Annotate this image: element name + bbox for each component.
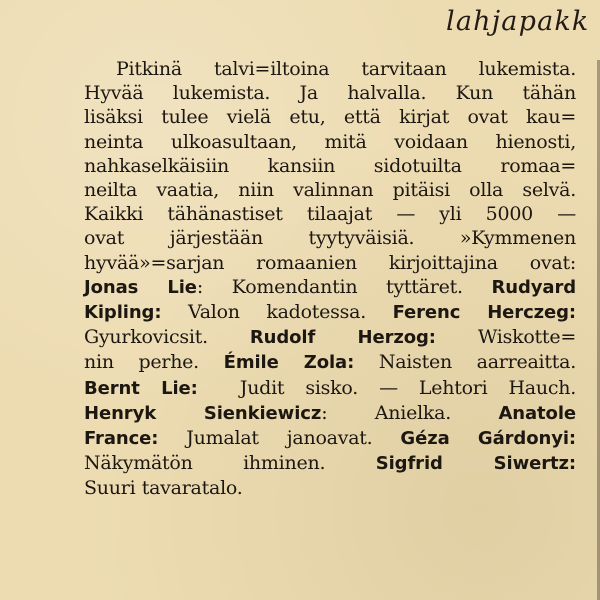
author-name: Kipling:	[84, 302, 162, 324]
book-title: Jumalat janoavat.	[158, 427, 373, 450]
text-line: hyvää»=sarjan romaanien kirjoittajina ovat:	[84, 251, 576, 274]
text-line: neilta vaatia, niin valinnan pitäisi olla selvä.	[84, 179, 576, 202]
author-line	[84, 350, 576, 375]
book-title: Gyurkovicsit.	[84, 326, 208, 349]
author-line	[84, 426, 576, 451]
author-name: Anatole	[498, 402, 576, 424]
book-title: Naisten aarreaitta.	[354, 351, 576, 374]
author-line	[84, 300, 576, 325]
text-line: nahkaselkäisiin kansiin sidotuilta romaa=	[84, 154, 576, 177]
article-body	[84, 57, 576, 501]
author-line	[84, 376, 576, 401]
author-name: Ferenc Herczeg:	[392, 302, 577, 324]
book-title: Näkymätön ihminen.	[84, 452, 326, 475]
text-line: neinta ulkoasultaan, mitä voidaan hienosti,	[84, 130, 576, 153]
author-line	[84, 401, 576, 426]
book-title: : Komendantin tyttäret.	[196, 275, 463, 298]
text-line: Kaikki tähänastiset tilaajat — yli 5000 —	[84, 203, 576, 226]
book-title: Valon kadotessa.	[161, 301, 367, 324]
text-line: Hyvää lukemista. Ja halvalla. Kun tähän	[84, 82, 576, 105]
text-line: lisäksi tulee vielä etu, että kirjat ovat kau=	[84, 106, 576, 129]
text-line: ovat järjestään tyytyväisiä. »Kymmenen	[84, 227, 576, 250]
author-line	[84, 325, 576, 350]
author-name: Émile Zola:	[223, 352, 355, 374]
book-title: Wiskotte=	[435, 326, 576, 349]
book-title: Judit sisko. — Lehtori Hauch.	[218, 376, 577, 399]
page-heading: lahjapakk	[446, 6, 590, 37]
author-name: Rudolf Herzog:	[249, 327, 436, 349]
author-name: Jonas Lie	[84, 276, 197, 298]
author-line	[84, 275, 576, 300]
book-title: : Anielka.	[321, 401, 452, 424]
author-name: Bernt Lie:	[84, 377, 198, 399]
author-name: Rudyard	[491, 276, 577, 298]
author-name: France:	[84, 428, 159, 450]
author-name: Henryk Sienkiewicz	[84, 402, 322, 424]
text-line: Suuri tavaratalo.	[84, 477, 243, 500]
text-line: Pitkinä talvi=iltoina tarvitaan lukemista.	[116, 58, 576, 80]
author-line	[84, 451, 576, 476]
author-name: Sigfrid Siwertz:	[375, 453, 576, 475]
book-title: nin perhe.	[84, 351, 199, 374]
author-name: Géza Gárdonyi:	[400, 428, 576, 450]
